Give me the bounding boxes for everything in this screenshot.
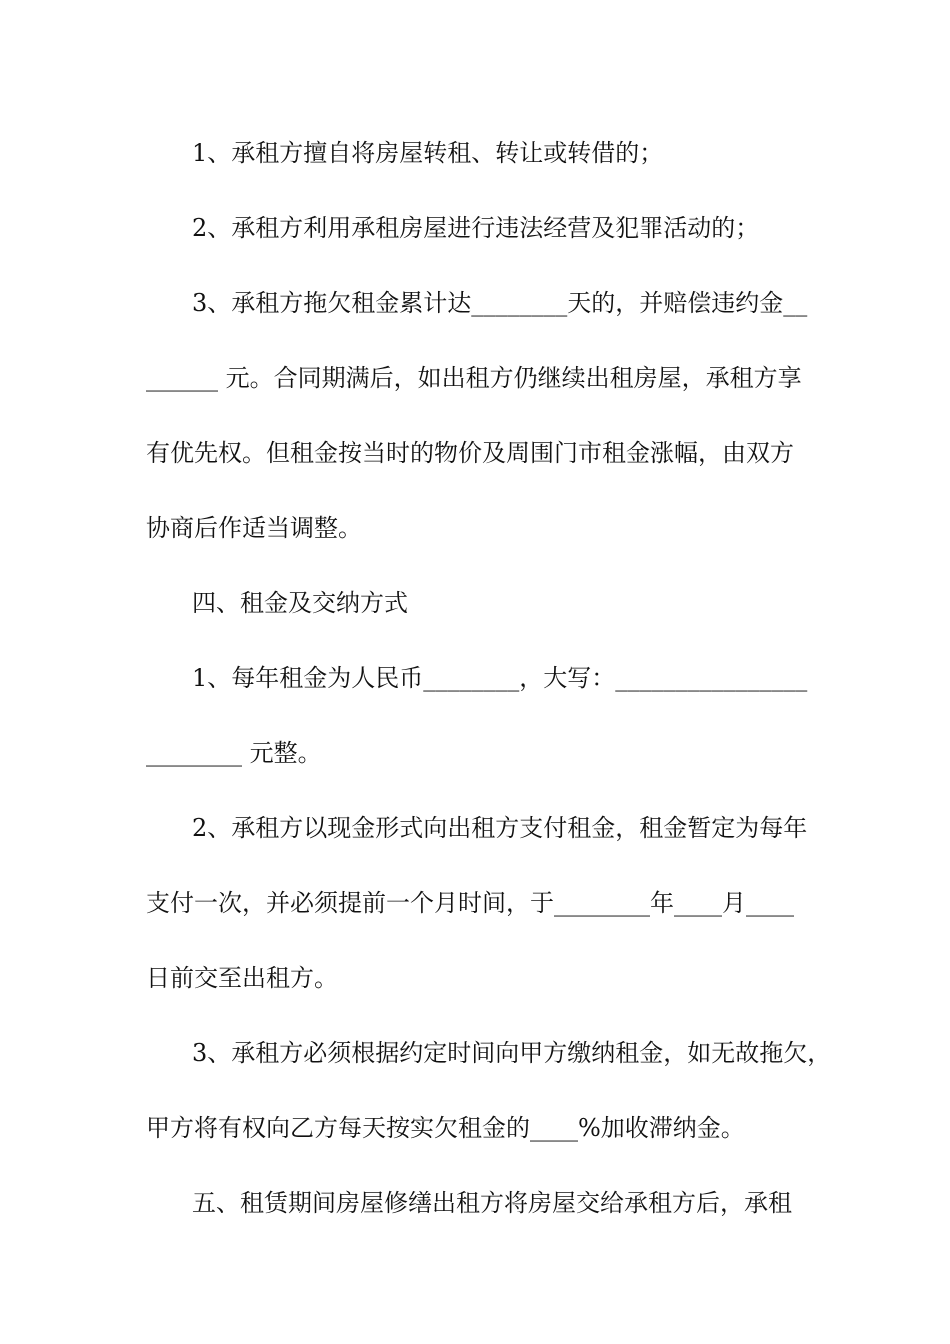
- rent-clause-3-line-1: 3、承租方必须根据约定时间向甲方缴纳租金，如无故拖欠，: [192, 1039, 832, 1067]
- clause-3-line-3: 有优先权。但租金按当时的物价及周围门市租金涨幅，由双方: [146, 439, 794, 467]
- rent-clause-1-line-2: ________ 元整。: [146, 739, 322, 767]
- clause-3-line-2: ______ 元。合同期满后，如出租方仍继续出租房屋，承租方享: [146, 364, 802, 392]
- rent-clause-3-line-2: 甲方将有权向乙方每天按实欠租金的____%加收滞纳金。: [146, 1114, 745, 1142]
- rent-clause-2-line-2: 支付一次，并必须提前一个月时间，于________年____月____: [146, 889, 794, 917]
- section-4-heading: 四、租金及交纳方式: [192, 589, 408, 617]
- clause-3-line-1: 3、承租方拖欠租金累计达________天的，并赔偿违约金__: [192, 289, 808, 317]
- clause-2-line: 2、承租方利用承租房屋进行违法经营及犯罪活动的；: [192, 214, 760, 242]
- clause-1-line: 1、承租方擅自将房屋转租、转让或转借的；: [192, 139, 664, 167]
- rent-clause-2-line-1: 2、承租方以现金形式向出租方支付租金，租金暂定为每年: [192, 814, 808, 842]
- section-5-heading-line: 五、租赁期间房屋修缮出租方将房屋交给承租方后，承租: [192, 1189, 792, 1217]
- clause-3-line-4: 协商后作适当调整。: [146, 514, 362, 542]
- rent-clause-2-line-3: 日前交至出租方。: [146, 964, 338, 992]
- rent-clause-1-line-1: 1、每年租金为人民币________，大写：________________: [192, 664, 808, 692]
